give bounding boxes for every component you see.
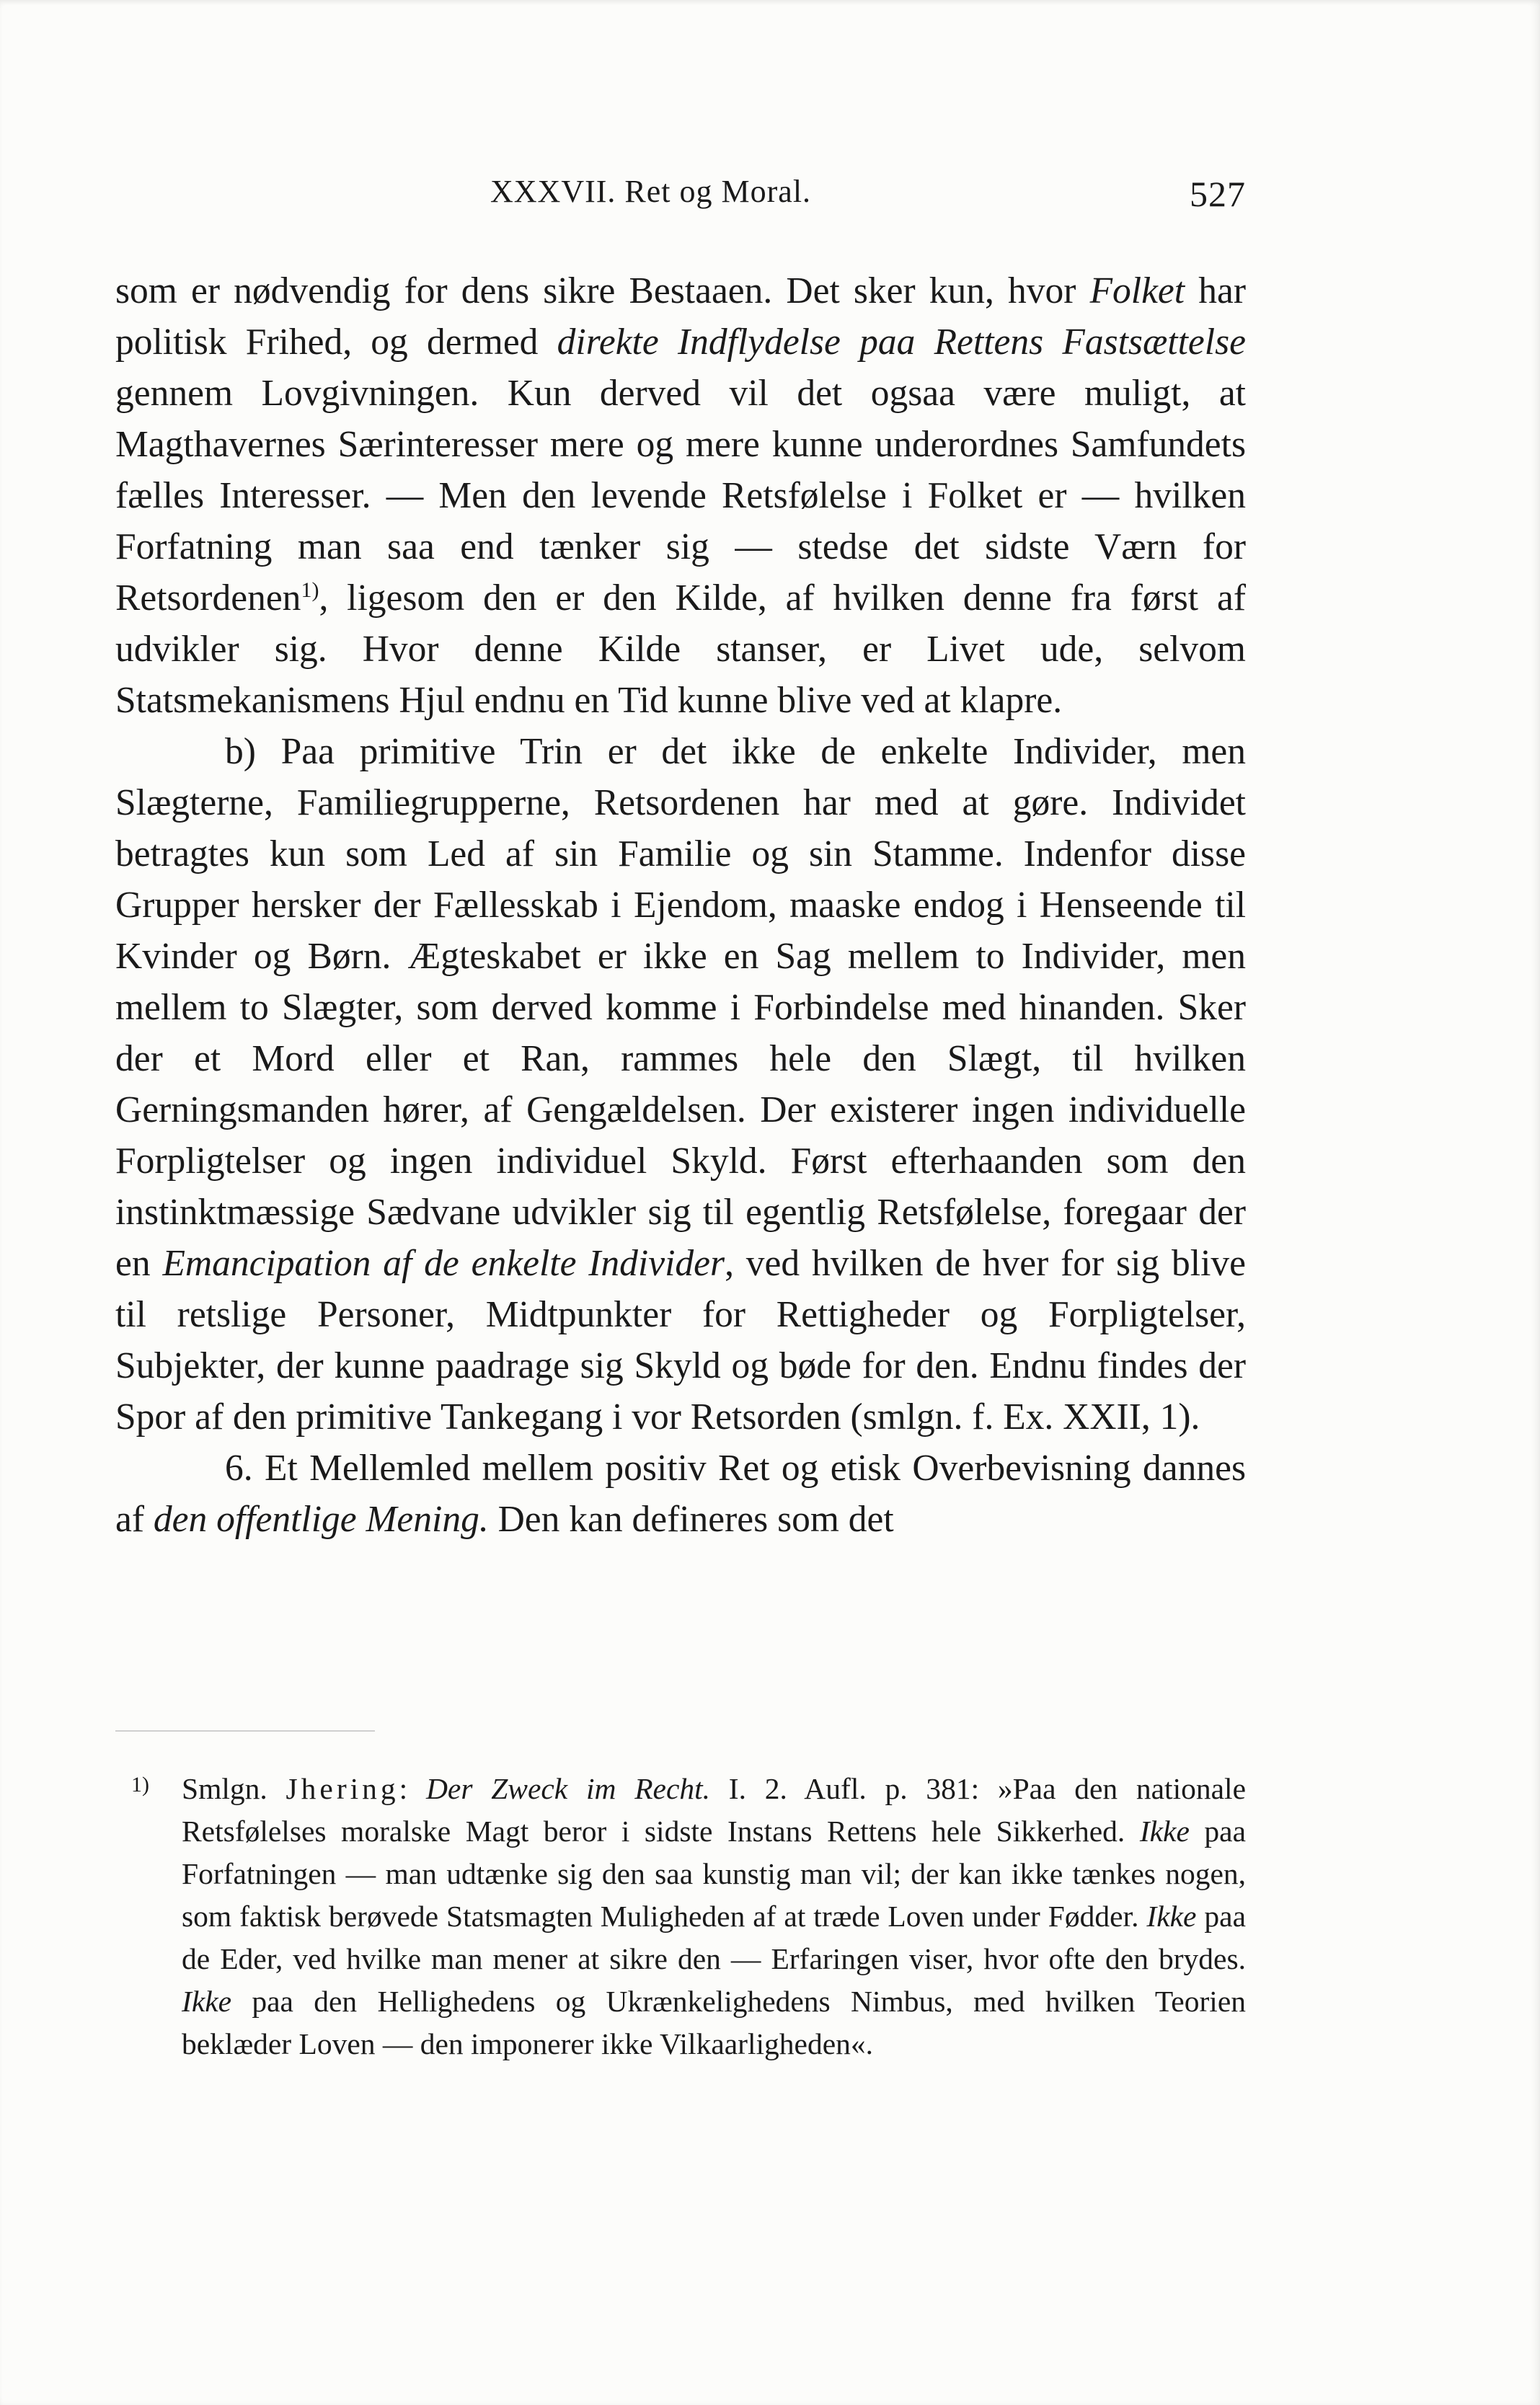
emphasis-ikke: Ikke [1146, 1900, 1197, 1933]
footnote-mark: 1) [131, 1773, 149, 1797]
footnote-reference[interactable]: 1) [301, 577, 319, 602]
paragraph-1 [115, 265, 1246, 726]
main-text [115, 265, 1246, 1545]
text-run: 6. Et Mellemled mellem positiv Ret og etisk Overbevisning dannes af [115, 1448, 1246, 1540]
text-run: : [399, 1772, 426, 1805]
text-run: , ligesom den er den Kilde, af hvilken denne fra først af udvikler sig. Hvor denne Kilde stanser, er Livet ude, selvom Statsmekanismens Hjul endnu en Tid kunne blive ved at klapre. [115, 577, 1246, 721]
emphasis-offentlige-mening: den offentlige Mening. [153, 1499, 489, 1540]
emphasis-folket: Folket [1089, 270, 1185, 311]
text-run: Smlgn. [182, 1772, 286, 1805]
text-run: paa de Eder, ved hvilke man mener at sikre den — Erfaringen viser, hvor ofte den brydes. [182, 1900, 1247, 1975]
footnote-divider [115, 1730, 375, 1732]
footnote-author: Jhering [286, 1772, 399, 1805]
text-run: I. 2. Aufl. p. 381: »Paa den nationale Retsfølelses moralske Magt beror i sidste Instans Rettens hele Sikkerhed. [182, 1772, 1246, 1848]
footnote-text [182, 1768, 1246, 2065]
page-number: 527 [1190, 174, 1246, 214]
emphasis-direkte: direkte Indflydelse paa Rettens Fastsættelse [557, 322, 1246, 363]
text-run: har politisk Frihed, og dermed [115, 270, 1246, 363]
paragraph-2 [115, 726, 1246, 1443]
text-run: paa den Hellighedens og Ukrænkelighedens Nimbus, med hvilken Teorien beklæder Loven — den imponerer ikke Vilkaarligheden«. [182, 1985, 1246, 2060]
text-run: paa Forfatningen — man udtænke sig den saa kunstig man vil; der kan ikke tænkes nogen, som faktisk berøvede Statsmagten Muligheden af at træde Loven under Fødder. [182, 1815, 1247, 1933]
running-header [115, 173, 1246, 216]
text-run: b) Paa primitive Trin er det ikke de enkelte Individer, men Slægterne, Familiegrupperne, Retsordenen har med at gøre. Individet betragtes kun som Led af sin Familie og sin Stamme. Indenfor disse Grupper hersker der Fællesskab i Ejendom, maaske endog i Henseende til Kvinder og Børn. Ægteskabet er ikke en Sag mellem to Individer, men mellem to Slægter, som derved komme i Forbindelse med hinanden. Sker der et Mord eller et Ran, rammes hele den Slægt, til hvilken Gerningsmanden hører, af Gengældelsen. Der existerer ingen individuelle Forpligtelser og ingen individuel Skyld. Først efterhaanden som den instinktmæssige Sædvane udvikler sig til egentlig Retsfølelse, foregaar der en [115, 731, 1246, 1284]
text-run: , ved hvilken de hver for sig blive til retslige Personer, Midtpunkter for Rettigheder og Forpligtelser, Subjekter, der kunne paadrage sig Skyld og bøde for den. Endnu findes der Spor af den primitive Tankegang i vor Retsorden (smlgn. f. Ex. XXII, 1). [115, 1243, 1246, 1438]
footnote [115, 1768, 1246, 2065]
emphasis-ikke: Ikke [182, 1985, 232, 2018]
text-run: som er nødvendig for dens sikre Bestaaen. Det sker kun, hvor [115, 270, 1090, 311]
emphasis-ikke: Ikke [1139, 1815, 1190, 1848]
text-run: Den kan defineres som det [488, 1499, 894, 1540]
paragraph-3 [115, 1443, 1246, 1545]
emphasis-emancipation: Emancipation af de enkelte Individer [162, 1243, 725, 1284]
text-run: gennem Lovgivningen. Kun derved vil det ogsaa være muligt, at Magthavernes Særinteresser mere og mere kunne underordnes Samfundets fælles Interesser. — Men den levende Retsfølelse i Folket er — hvilken Forfatning man saa end tænker sig — stedse det sidste Værn for Retsordenen [115, 373, 1246, 619]
footnote-work-title: Der Zweck im Recht. [425, 1772, 711, 1805]
running-title: XXXVII. Ret og Moral. [490, 174, 812, 209]
